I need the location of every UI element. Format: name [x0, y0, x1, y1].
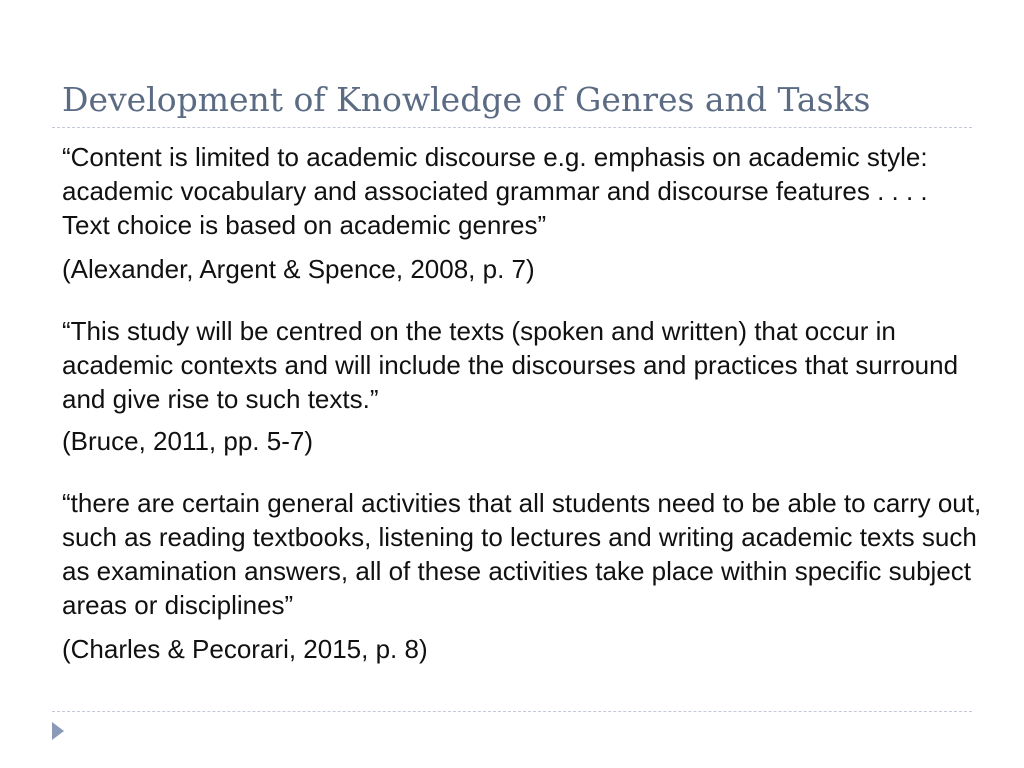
quote-block: [62, 140, 982, 286]
quote-citation: (Alexander, Argent & Spence, 2008, p. 7): [62, 254, 535, 284]
quote-citation: (Charles & Pecorari, 2015, p. 8): [62, 634, 428, 664]
quote-text: “Content is limited to academic discourse e.g. emphasis on academic style: academic vocabulary and associated grammar and discourse features . . . . Text choice is based on academic genres”: [62, 142, 928, 240]
slide-title: Development of Knowledge of Genres and Tasks: [62, 80, 871, 119]
play-triangle-icon[interactable]: [52, 722, 64, 740]
quote-text: “there are certain general activities that all students need to be able to carry out, such as reading textbooks, listening to lectures and writing academic texts such as examination answers, all of these activities take place within specific subject areas or disciplines”: [62, 488, 982, 620]
quote-block: [62, 486, 982, 666]
footer-divider: [52, 711, 972, 712]
title-divider: [52, 127, 972, 128]
quote-text: “This study will be centred on the texts (spoken and written) that occur in academic contexts and will include the discourses and practices that surround and give rise to such texts.”: [62, 316, 959, 414]
slide-content: [62, 140, 982, 666]
quote-block: [62, 314, 982, 458]
quote-citation: (Bruce, 2011, pp. 5-7): [62, 426, 313, 456]
